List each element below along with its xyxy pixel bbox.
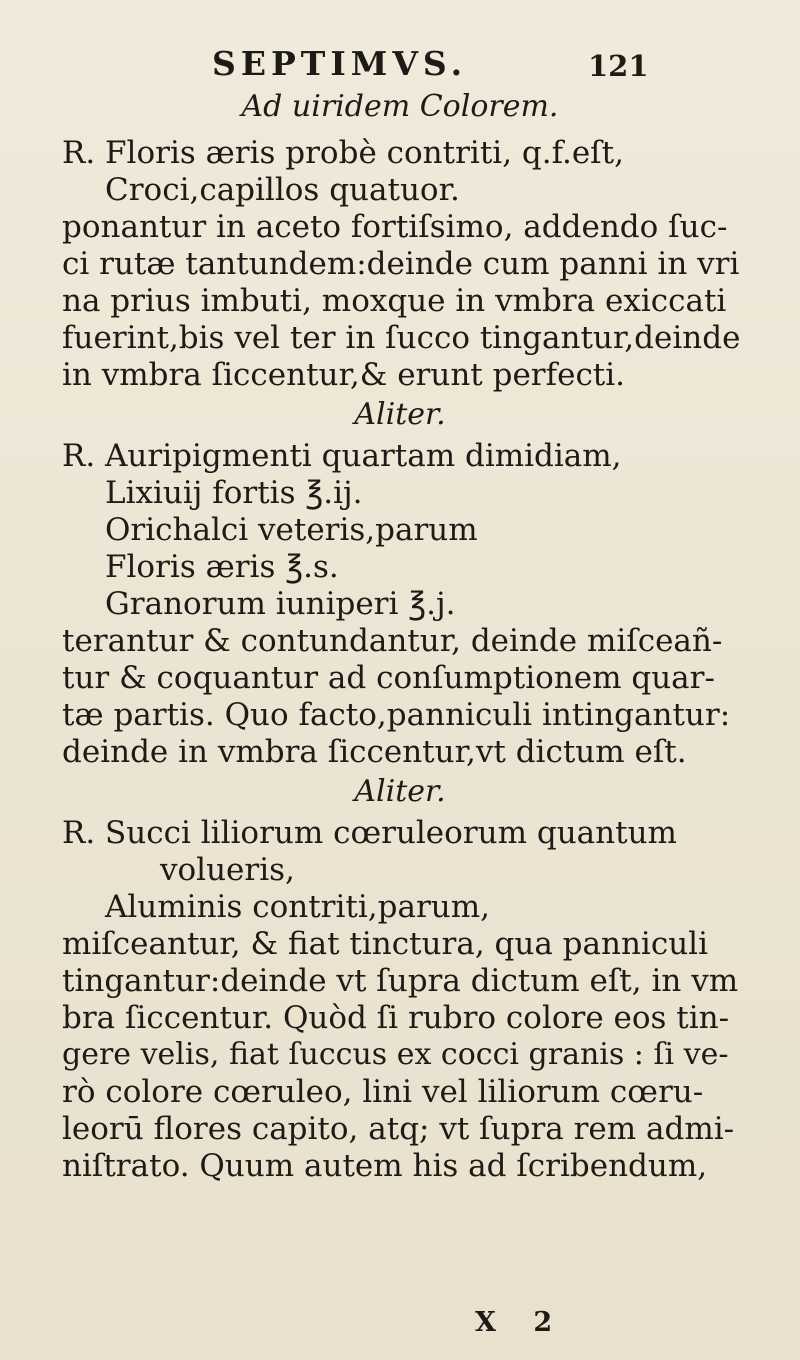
- signature-mark: X 2: [475, 1307, 567, 1338]
- text-line: Aluminis contriti,parum,: [105, 889, 490, 925]
- text-line: R. Floris æris probè contriti, q.f.eſt,: [62, 135, 624, 171]
- text-line: leorū flores capito, atq; vt ſupra rem admi-: [62, 1111, 735, 1147]
- text-line: Orichalci veteris,parum: [105, 512, 478, 548]
- text-line: tur & coquantur ad conſumptionem quar-: [62, 660, 715, 696]
- section-title: Ad uiridem Colorem.: [241, 89, 559, 124]
- text-line: fuerint,bis vel ter in ſucco tingantur,deinde: [62, 320, 741, 356]
- text-line: tingantur:deinde vt ſupra dictum eſt, in vm: [62, 963, 739, 999]
- text-line: na prius imbuti, moxque in vmbra exiccati: [62, 283, 727, 319]
- text-line: volueris,: [160, 852, 295, 888]
- text-line: niſtrato. Quum autem his ad ſcribendum,: [62, 1148, 708, 1184]
- text-line: gere velis, fiat ſuccus ex cocci granis : ſi ve-: [62, 1037, 729, 1072]
- text-line: R. Succi liliorum cœruleorum quantum: [62, 815, 677, 851]
- text-line: Croci,capillos quatuor.: [105, 172, 460, 208]
- text-line: tæ partis. Quo facto,panniculi intingantur:: [62, 697, 731, 733]
- section-title: Aliter.: [354, 397, 446, 432]
- section-title: Aliter.: [354, 774, 446, 809]
- page-header: [0, 44, 800, 84]
- text-line: in vmbra ſiccentur,& erunt perfecti.: [62, 357, 626, 393]
- text-line: Granorum iuniperi ℥.j.: [105, 586, 456, 622]
- text-line: deinde in vmbra ſiccentur,vt dictum eſt.: [62, 734, 687, 770]
- text-line: Floris æris ℥.s.: [105, 549, 339, 585]
- page-number: 121: [588, 49, 649, 83]
- text-line: bra ſiccentur. Quòd ſi rubro colore eos tin-: [62, 1000, 730, 1036]
- text-line: R. Auripigmenti quartam dimidiam,: [62, 438, 622, 474]
- text-line: terantur & contundantur, deinde miſceañ-: [62, 623, 723, 659]
- text-line: rò colore cœruleo, lini vel liliorum cœru-: [62, 1074, 704, 1110]
- running-head: SEPTIMVS.: [212, 44, 468, 83]
- text-line: ponantur in aceto fortiſsimo, addendo ſuc-: [62, 209, 728, 245]
- text-line: Lixiuij fortis ℥.ij.: [105, 475, 363, 511]
- text-line: ci rutæ tantundem:deinde cum panni in vri: [62, 246, 740, 282]
- text-line: miſceantur, & fiat tinctura, qua panniculi: [62, 926, 709, 962]
